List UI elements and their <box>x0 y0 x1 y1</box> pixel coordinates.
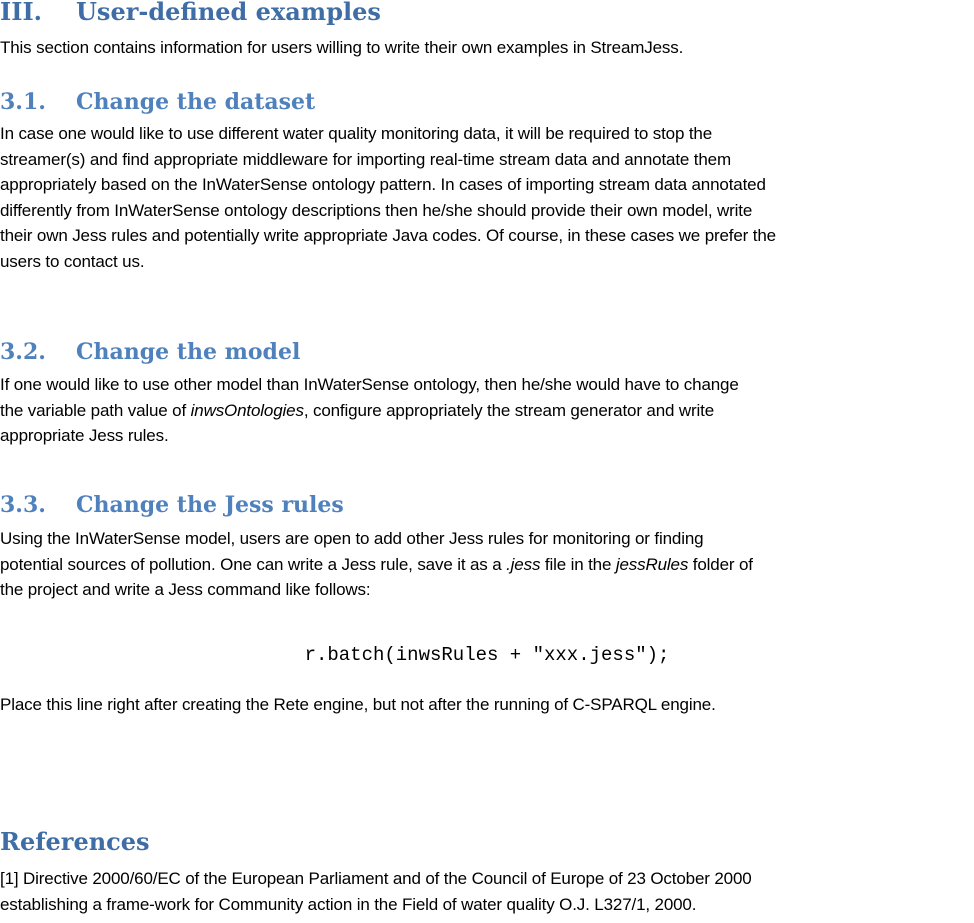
folder-name: jessRules <box>615 554 689 574</box>
dataset-paragraph <box>0 121 974 274</box>
text-line <box>0 398 974 424</box>
subsection-heading-jess-rules <box>0 491 344 519</box>
text-run: the variable path value of <box>0 400 191 420</box>
variable-name: inwsOntologies <box>190 400 304 420</box>
text-run: file in the <box>540 554 616 574</box>
text-line: streamer(s) and find appropriate middleware for importing real-time stream data and annotate them <box>0 149 731 169</box>
reference-item: establishing a frame-work for Community action in the Field of water quality O.J. L327/1, 2000. <box>0 894 697 914</box>
section-intro: This section contains information for users willing to write their own examples in StreamJess. <box>0 38 684 57</box>
text-line: the project and write a Jess command like follows: <box>0 580 371 599</box>
section-number: III. <box>0 0 43 26</box>
text-line: appropriately based on the InWaterSense ontology pattern. In cases of importing stream data annotated <box>0 175 766 194</box>
jess-rules-paragraph <box>0 526 974 603</box>
text-line: appropriate Jess rules. <box>0 426 169 445</box>
text-line: their own Jess rules and potentially write appropriate Java codes. Of course, in these cases we prefer the <box>0 226 776 245</box>
references-list <box>0 866 974 917</box>
placement-note: Place this line right after creating the Rete engine, but not after the running of C-SPARQL engine. <box>0 695 716 714</box>
subsection-number: 3.2. <box>0 339 46 365</box>
subsection-title: Change the Jess rules <box>76 492 344 518</box>
section-title: User-defined examples <box>76 0 381 26</box>
text-run: , configure appropriately the stream generator and write <box>303 400 715 420</box>
reference-item: [1] Directive 2000/60/EC of the European Parliament and of the Council of Europe of 23 October 2000 <box>0 869 752 888</box>
text-run: potential sources of pollution. One can write a Jess rule, save it as a <box>0 554 507 574</box>
text-run: folder of <box>688 554 753 574</box>
references-heading: References <box>0 827 150 856</box>
section-heading <box>0 0 381 27</box>
text-line: users to contact us. <box>0 251 145 271</box>
subsection-heading-dataset <box>0 88 315 116</box>
subsection-title: Change the dataset <box>76 89 316 115</box>
text-line: If one would like to use other model than InWaterSense ontology, then he/she would have to change <box>0 375 739 394</box>
subsection-heading-model <box>0 338 300 366</box>
model-paragraph <box>0 372 974 449</box>
subsection-number: 3.3. <box>0 492 46 518</box>
text-line: differently from InWaterSense ontology descriptions then he/she should provide their own model, write <box>0 200 753 220</box>
text-line: In case one would like to use different water quality monitoring data, it will be required to stop the <box>0 124 713 143</box>
subsection-number: 3.1. <box>0 89 46 115</box>
subsection-title: Change the model <box>76 339 301 365</box>
file-extension: .jess <box>506 554 541 574</box>
text-line <box>0 552 974 578</box>
code-snippet: r.batch(inwsRules + "xxx.jess"); <box>304 644 670 666</box>
text-line: Using the InWaterSense model, users are open to add other Jess rules for monitoring or finding <box>0 529 704 548</box>
